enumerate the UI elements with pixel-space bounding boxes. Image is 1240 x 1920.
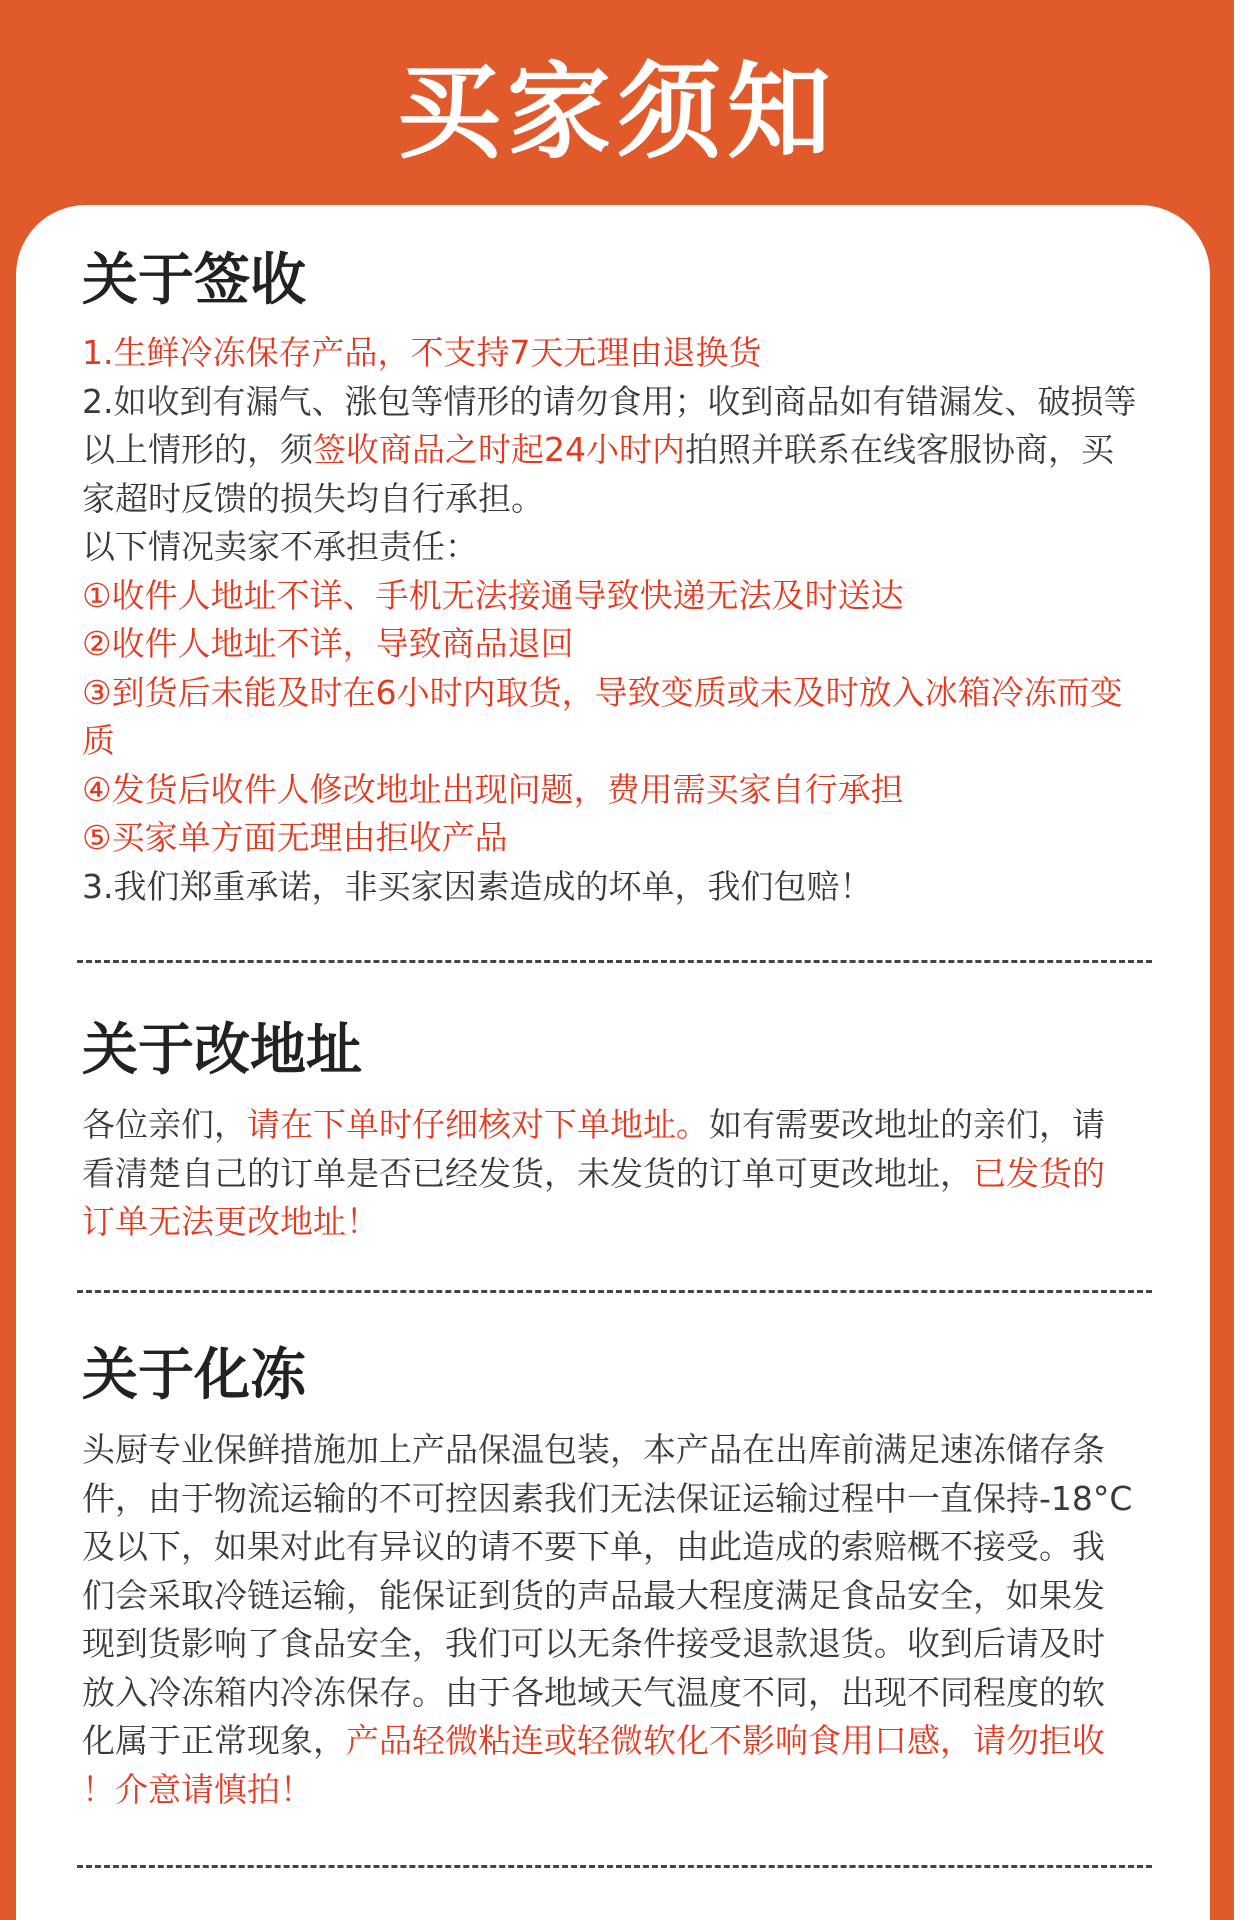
rule-line: [82, 1717, 1154, 1766]
page-title: 买家须知: [396, 51, 837, 173]
exemption-item: ⑤买家单方面无理由拒收产品: [82, 818, 508, 857]
section-title-signing: 关于签收: [82, 248, 306, 313]
rule-line: 头厨专业保鲜措施加上产品保温包装，本产品在出库前满足速冻储存条: [82, 1430, 1105, 1469]
section-address: [82, 1015, 1154, 1247]
exemption-item: ①收件人地址不详、手机无法接通导致快递无法及时送达: [82, 575, 904, 615]
rule-line: [82, 1150, 1154, 1199]
rule-line: 1.生鲜冷冻保存产品，不支持7天无理由退换货: [82, 333, 762, 372]
rule-line: [82, 1101, 1154, 1150]
rule-text: 各位亲们，: [82, 1105, 247, 1144]
section-divider: [77, 1290, 1152, 1293]
rule-line: 3.我们郑重承诺，非买家因素造成的坏单，我们包赔！: [82, 866, 873, 906]
section-title-thaw: 关于化冻: [82, 1343, 306, 1408]
rule-highlight: 产品轻微粘连或轻微软化不影响食用口感，请勿拒收: [346, 1721, 1105, 1760]
rule-line: 们会采取冷链运输，能保证到货的声品最大程度满足食品安全，如果发: [82, 1575, 1105, 1615]
notice-card: [16, 205, 1210, 1920]
exemption-item: ④发货后收件人修改地址出现问题，费用需买家自行承担: [82, 769, 904, 809]
section-signing: [82, 205, 1154, 911]
section-body-thaw: [82, 1426, 1154, 1814]
rule-line: 2.如收到有漏气、涨包等情形的请勿食用；收到商品如有错漏发、破损等: [82, 381, 1137, 421]
rule-line: 订单无法更改地址！: [82, 1202, 379, 1241]
rule-line: 件，由于物流运输的不可控因素我们无法保证运输过程中一直保持-18°C: [82, 1478, 1133, 1518]
rule-highlight: 签收商品之时起24小时内: [313, 430, 685, 469]
rule-line: 家超时反馈的损失均自行承担。: [82, 478, 544, 518]
exemption-item: ②收件人地址不详，导致商品退回: [82, 624, 574, 663]
rule-line: [82, 426, 1154, 475]
rule-highlight: 请在下单时仔细核对下单地址。: [247, 1105, 709, 1144]
rule-highlight: 已发货的: [973, 1153, 1105, 1193]
section-divider: [77, 1865, 1152, 1868]
rule-line: 现到货影响了食品安全，我们可以无条件接受退款退货。收到后请及时: [82, 1624, 1105, 1663]
rule-text: 化属于正常现象，: [82, 1721, 346, 1760]
rule-line: 以下情况卖家不承担责任：: [82, 527, 478, 566]
exemption-item: 质: [82, 721, 115, 760]
rule-line: 及以下，如果对此有异议的请不要下单，由此造成的索赔概不接受。我: [82, 1527, 1105, 1566]
rule-text: 拍照并联系在线客服协商，买: [685, 430, 1114, 469]
rule-line: 放入冷冻箱内冷冻保存。由于各地域天气温度不同，出现不同程度的软: [82, 1672, 1105, 1712]
section-body-address: [82, 1101, 1154, 1247]
section-thaw: [82, 1340, 1154, 1814]
section-body-signing: [82, 329, 1154, 911]
section-title-address: 关于改地址: [82, 1018, 362, 1083]
exemption-item: ③到货后未能及时在6小时内取货，导致变质或未及时放入冰箱冷冻而变: [82, 672, 1123, 712]
section-divider: [77, 960, 1152, 963]
rule-text: 以上情形的，须: [82, 430, 313, 469]
rule-text: 如有需要改地址的亲们，请: [709, 1105, 1105, 1144]
rule-line: ！介意请慎拍！: [82, 1769, 313, 1809]
rule-text: 看清楚自己的订单是否已经发货，未发货的订单可更改地址，: [82, 1153, 973, 1193]
